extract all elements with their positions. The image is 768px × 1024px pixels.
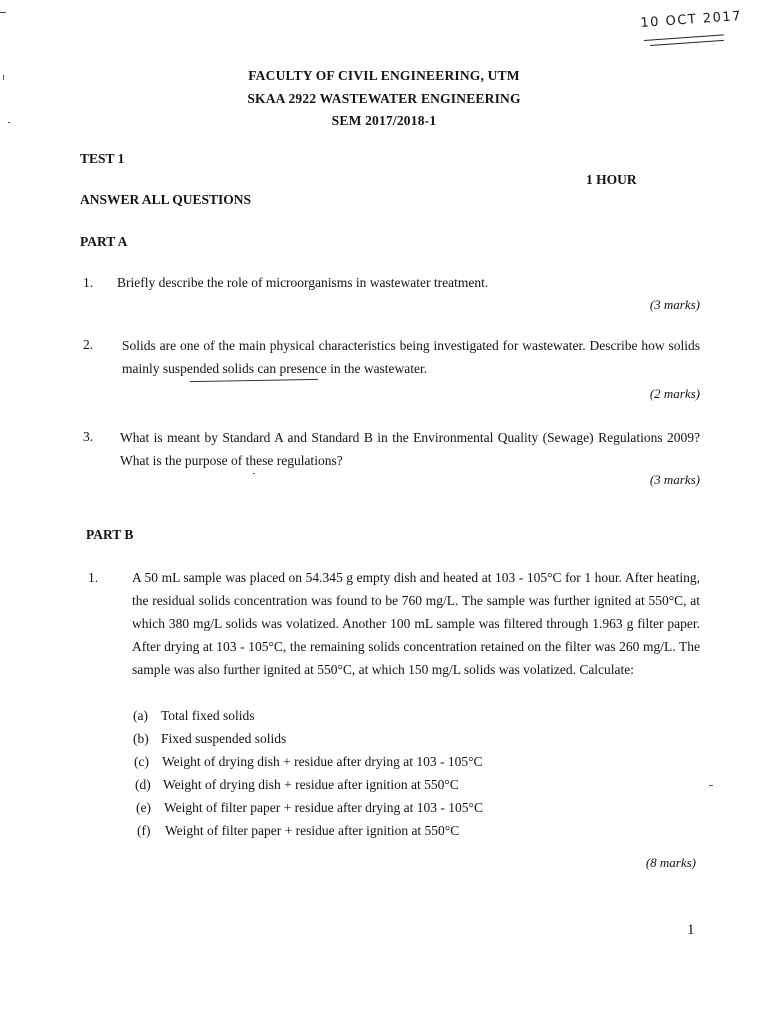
part-b-item-b-label: (b) xyxy=(133,731,149,746)
part-b-item-d-text: Weight of drying dish + residue after ignition at 550°C xyxy=(163,777,459,792)
part-b-item-d-label: (d) xyxy=(135,777,151,792)
scan-mark-top xyxy=(0,12,6,13)
scan-speck-3 xyxy=(709,785,713,786)
part-a-q3-marks: (3 marks) xyxy=(649,472,700,487)
course-heading: SKAA 2922 WASTEWATER ENGINEERING xyxy=(247,91,521,106)
part-b-item-e-label: (e) xyxy=(136,800,151,815)
faculty-heading: FACULTY OF CIVIL ENGINEERING, UTM xyxy=(248,68,520,83)
part-b-item-f-label: (f) xyxy=(137,823,151,838)
part-b-item-a xyxy=(133,708,255,724)
part-b-item-b xyxy=(133,731,286,747)
part-b-item-f xyxy=(137,823,459,839)
part-b-q1-number: 1. xyxy=(88,570,99,585)
test-duration: 1 HOUR xyxy=(586,172,637,187)
part-b-item-b-text: Fixed suspended solids xyxy=(161,731,287,746)
test-title: TEST 1 xyxy=(80,151,125,166)
part-b-item-a-text: Total fixed solids xyxy=(161,708,255,723)
handwritten-underline-2 xyxy=(650,40,724,46)
part-a-q3-text: What is meant by Standard A and Standard B in the Environmental Quality (Sewage) Regulations 2009? What is the purpose of these regulations? xyxy=(120,430,700,468)
part-b-item-d xyxy=(135,777,459,793)
page-number: 1 xyxy=(687,922,695,938)
instruction-text: ANSWER ALL QUESTIONS xyxy=(80,192,252,207)
part-b-item-c-text: Weight of drying dish + residue after drying at 103 - 105°C xyxy=(162,754,483,769)
part-a-q3-number: 3. xyxy=(83,429,94,444)
part-a-q2-number: 2. xyxy=(83,337,94,352)
part-b-q1-marks: (8 marks) xyxy=(645,855,696,870)
semester-heading: SEM 2017/2018-1 xyxy=(331,113,437,128)
part-b-item-e xyxy=(136,800,483,816)
part-b-item-c-label: (c) xyxy=(134,754,149,769)
handwritten-date: 10 OCT 2017 xyxy=(640,8,743,31)
part-a-q1-number: 1. xyxy=(83,275,94,290)
part-b-item-e-text: Weight of filter paper + residue after drying at 103 - 105°C xyxy=(164,800,483,815)
part-b-title: PART B xyxy=(86,527,134,542)
part-b-item-c xyxy=(134,754,483,770)
part-b-item-a-label: (a) xyxy=(133,708,148,723)
part-a-q1-marks: (3 marks) xyxy=(649,297,700,312)
part-a-q2-marks: (2 marks) xyxy=(649,386,700,401)
part-a-q2-text: Solids are one of the main physical characteristics being investigated for wastewater. Describe how solids mainly suspended solids can presence in the wastewater. xyxy=(122,338,700,376)
part-b-item-f-text: Weight of filter paper + residue after ignition at 550°C xyxy=(165,823,460,838)
part-a-title: PART A xyxy=(80,234,128,249)
scan-speck-4 xyxy=(253,473,255,474)
part-a-q1-text: Briefly describe the role of microorganisms in wastewater treatment. xyxy=(117,275,489,290)
part-b-q1-text: A 50 mL sample was placed on 54.345 g empty dish and heated at 103 - 105°C for 1 hour. After heating, the residual solids concentration was found to be 760 mg/L. The sample was further ignited at 550°C, at which 380 mg/L solids was volatized. Another 100 mL sample was filtered through 1.963 g filter paper. After drying at 103 - 105°C, the remaining solids concentration retained on the filter was 260 mg/L. The sample was also further ignited at 550°C, at which 150 mg/L solids was volatized. Calculate: xyxy=(132,570,700,677)
